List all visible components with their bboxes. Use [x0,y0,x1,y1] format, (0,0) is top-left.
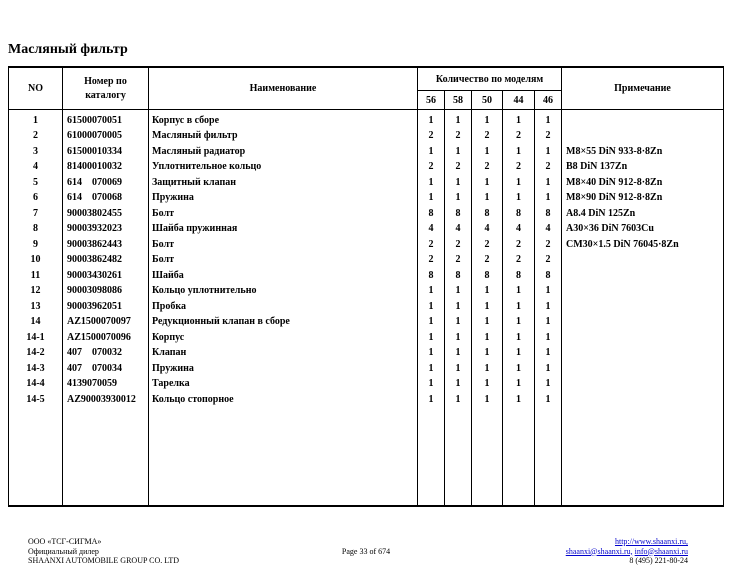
table-row [9,346,724,362]
cell-qty-50: 2 [472,237,503,253]
cell-no: 14-2 [9,346,63,362]
table-row [9,144,724,160]
header-qty: Количество по моделям [418,67,562,91]
cell-qty-44: 1 [503,377,535,393]
cell-catalog-number: 90003862482 [63,253,149,269]
cell-qty-56: 1 [418,361,445,377]
cell-part-name: Корпус [149,330,418,346]
cell-catalog-number: 61000070005 [63,129,149,145]
cell-no: 11 [9,268,63,284]
table-row [9,206,724,222]
cell-catalog-number: 4139070059 [63,377,149,393]
table-row [9,175,724,191]
cell-note: A30×36 DiN 7603Cu [562,222,724,238]
cell-catalog-number: 90003962051 [63,299,149,315]
cell-catalog-number: 90003862443 [63,237,149,253]
cell-qty-50: 8 [472,268,503,284]
cell-qty-46: 1 [535,175,562,191]
cell-qty-56: 1 [418,377,445,393]
cell-qty-56: 2 [418,253,445,269]
cell-note [562,284,724,300]
cell-qty-46: 1 [535,330,562,346]
cell-qty-50: 1 [472,377,503,393]
cell-part-name: Защитный клапан [149,175,418,191]
cell-qty-58: 1 [445,330,472,346]
cell-qty-44: 1 [503,346,535,362]
cell-qty-46: 1 [535,284,562,300]
table-row [9,253,724,269]
cell-no: 14-3 [9,361,63,377]
cell-catalog-number: AZ1500070097 [63,315,149,331]
table-row [9,377,724,393]
cell-qty-56: 4 [418,222,445,238]
header-model-56: 56 [418,91,445,110]
footer-dealer: Официальный дилер [28,546,99,556]
header-name: Наименование [149,67,418,110]
cell-qty-46: 8 [535,268,562,284]
cell-no: 14 [9,315,63,331]
cell-catalog-number: 90003932023 [63,222,149,238]
cell-no: 7 [9,206,63,222]
cell-catalog-number: 61500010334 [63,144,149,160]
table-row [9,110,724,129]
cell-qty-50: 4 [472,222,503,238]
footer-contacts [566,537,688,566]
cell-qty-44: 1 [503,110,535,129]
cell-qty-46: 2 [535,237,562,253]
header-catalog-line1: Номер по [84,75,127,87]
cell-note [562,330,724,346]
cell-qty-58: 1 [445,284,472,300]
cell-catalog-number: 61500070051 [63,110,149,129]
cell-qty-44: 2 [503,237,535,253]
table-row [9,191,724,207]
cell-qty-50: 2 [472,253,503,269]
cell-qty-50: 2 [472,129,503,145]
cell-qty-46: 1 [535,191,562,207]
cell-no: 3 [9,144,63,160]
cell-note [562,253,724,269]
table-row [9,222,724,238]
cell-qty-56: 1 [418,284,445,300]
cell-note [562,315,724,331]
cell-qty-56: 8 [418,268,445,284]
cell-qty-56: 1 [418,191,445,207]
table-row [9,330,724,346]
cell-qty-46: 1 [535,377,562,393]
header-model-44: 44 [503,91,535,110]
header-catalog-line2: каталогу [85,89,126,101]
cell-qty-58: 1 [445,110,472,129]
cell-note [562,268,724,284]
cell-qty-56: 1 [418,330,445,346]
footer-page-number: Page 33 of 674 [341,547,391,556]
cell-qty-50: 1 [472,284,503,300]
cell-qty-44: 1 [503,299,535,315]
email-link[interactable]: shaanxi@shaanxi.ru, [565,546,633,556]
cell-qty-44: 1 [503,361,535,377]
cell-qty-58: 1 [445,191,472,207]
cell-catalog-number: 407 070034 [63,361,149,377]
cell-part-name: Редукционный клапан в сборе [149,315,418,331]
cell-no: 13 [9,299,63,315]
info-email-link[interactable]: info@shaanxi.ru [634,546,688,556]
cell-qty-46: 4 [535,222,562,238]
cell-qty-44: 2 [503,253,535,269]
cell-qty-46: 1 [535,110,562,129]
cell-note: M8×90 DiN 912-8·8Zn [562,191,724,207]
cell-no: 14-1 [9,330,63,346]
cell-qty-50: 1 [472,361,503,377]
header-no: NO [9,67,63,110]
cell-note [562,377,724,393]
table-empty-space [9,408,724,507]
cell-part-name: Болт [149,237,418,253]
cell-qty-56: 1 [418,315,445,331]
cell-catalog-number: 90003430261 [63,268,149,284]
cell-part-name: Уплотнительное кольцо [149,160,418,176]
header-note: Примечание [562,67,724,110]
page-title: Масляный фильтр [8,42,128,57]
cell-part-name: Клапан [149,346,418,362]
cell-catalog-number: 614 070069 [63,175,149,191]
table-row [9,361,724,377]
table-row [9,392,724,408]
table-row [9,129,724,145]
cell-qty-50: 1 [472,346,503,362]
cell-qty-44: 1 [503,284,535,300]
cell-no: 2 [9,129,63,145]
cell-part-name: Пружина [149,191,418,207]
header-model-46: 46 [535,91,562,110]
cell-part-name: Шайба пружинная [149,222,418,238]
cell-qty-44: 1 [503,191,535,207]
cell-catalog-number: AZ90003930012 [63,392,149,408]
cell-qty-58: 2 [445,253,472,269]
cell-qty-58: 1 [445,377,472,393]
cell-note [562,361,724,377]
cell-part-name: Масляный фильтр [149,129,418,145]
cell-qty-46: 8 [535,206,562,222]
header-model-58: 58 [445,91,472,110]
cell-qty-58: 1 [445,175,472,191]
cell-note: M8×55 DiN 933-8·8Zn [562,144,724,160]
cell-qty-44: 8 [503,206,535,222]
cell-qty-56: 2 [418,160,445,176]
cell-part-name: Пружина [149,361,418,377]
cell-no: 1 [9,110,63,129]
cell-catalog-number: 614 070068 [63,191,149,207]
cell-qty-44: 1 [503,175,535,191]
cell-qty-44: 2 [503,129,535,145]
cell-qty-56: 1 [418,110,445,129]
cell-note: CM30×1.5 DiN 76045·8Zn [562,237,724,253]
cell-part-name: Шайба [149,268,418,284]
cell-note [562,110,724,129]
cell-qty-56: 1 [418,392,445,408]
cell-qty-50: 1 [472,191,503,207]
cell-part-name: Пробка [149,299,418,315]
cell-no: 10 [9,253,63,269]
cell-qty-46: 1 [535,392,562,408]
cell-qty-44: 1 [503,392,535,408]
cell-part-name: Корпус в сборе [149,110,418,129]
cell-note: A8.4 DiN 125Zn [562,206,724,222]
cell-no: 14-5 [9,392,63,408]
cell-note [562,346,724,362]
cell-qty-46: 2 [535,129,562,145]
website-link[interactable]: http://www.shaanxi.ru, [614,537,688,546]
cell-qty-44: 8 [503,268,535,284]
footer-group: SHAANXI AUTOMOBILE GROUP CO. LTD [28,556,180,565]
cell-qty-58: 1 [445,144,472,160]
cell-qty-58: 2 [445,237,472,253]
cell-catalog-number: 81400010032 [63,160,149,176]
cell-note [562,129,724,145]
cell-qty-46: 2 [535,160,562,176]
table-row [9,284,724,300]
footer-phone: 8 (495) 221-80-24 [629,556,688,565]
cell-qty-58: 1 [445,346,472,362]
cell-qty-58: 1 [445,315,472,331]
cell-qty-58: 8 [445,268,472,284]
cell-catalog-number: 90003802455 [63,206,149,222]
cell-qty-50: 1 [472,299,503,315]
cell-note: M8×40 DiN 912-8·8Zn [562,175,724,191]
cell-note: B8 DiN 137Zn [562,160,724,176]
cell-qty-46: 1 [535,315,562,331]
cell-no: 6 [9,191,63,207]
cell-no: 4 [9,160,63,176]
cell-qty-58: 4 [445,222,472,238]
table-row [9,315,724,331]
cell-qty-58: 8 [445,206,472,222]
cell-qty-50: 2 [472,160,503,176]
cell-qty-50: 1 [472,392,503,408]
cell-qty-46: 1 [535,361,562,377]
header-catalog [63,67,149,110]
header-model-50: 50 [472,91,503,110]
cell-qty-46: 1 [535,299,562,315]
cell-part-name: Масляный радиатор [149,144,418,160]
cell-note [562,299,724,315]
cell-qty-44: 1 [503,144,535,160]
cell-no: 14-4 [9,377,63,393]
cell-qty-58: 1 [445,392,472,408]
parts-table [8,66,724,507]
table-row [9,237,724,253]
cell-part-name: Тарелка [149,377,418,393]
cell-qty-50: 8 [472,206,503,222]
cell-qty-46: 1 [535,144,562,160]
cell-qty-58: 1 [445,361,472,377]
cell-qty-44: 2 [503,160,535,176]
cell-qty-50: 1 [472,144,503,160]
cell-no: 8 [9,222,63,238]
cell-part-name: Болт [149,253,418,269]
cell-note [562,392,724,408]
cell-part-name: Кольцо уплотнительно [149,284,418,300]
cell-qty-56: 1 [418,346,445,362]
cell-qty-58: 1 [445,299,472,315]
cell-qty-56: 1 [418,144,445,160]
cell-qty-56: 1 [418,175,445,191]
cell-part-name: Кольцо стопорное [149,392,418,408]
cell-qty-46: 2 [535,253,562,269]
cell-qty-44: 4 [503,222,535,238]
cell-qty-58: 2 [445,129,472,145]
cell-no: 5 [9,175,63,191]
table-row [9,268,724,284]
cell-qty-50: 1 [472,110,503,129]
cell-qty-44: 1 [503,315,535,331]
cell-no: 12 [9,284,63,300]
cell-no: 9 [9,237,63,253]
table-row [9,299,724,315]
cell-qty-46: 1 [535,346,562,362]
cell-qty-50: 1 [472,175,503,191]
cell-qty-50: 1 [472,330,503,346]
cell-catalog-number: 90003098086 [63,284,149,300]
cell-qty-56: 1 [418,299,445,315]
cell-qty-50: 1 [472,315,503,331]
cell-catalog-number: 407 070032 [63,346,149,362]
cell-qty-56: 8 [418,206,445,222]
cell-qty-44: 1 [503,330,535,346]
footer-company-name: ООО «ТСГ-СИГМА» [28,537,102,546]
cell-qty-56: 2 [418,129,445,145]
cell-part-name: Болт [149,206,418,222]
cell-catalog-number: AZ1500070096 [63,330,149,346]
table-row [9,160,724,176]
cell-qty-56: 2 [418,237,445,253]
cell-qty-58: 2 [445,160,472,176]
